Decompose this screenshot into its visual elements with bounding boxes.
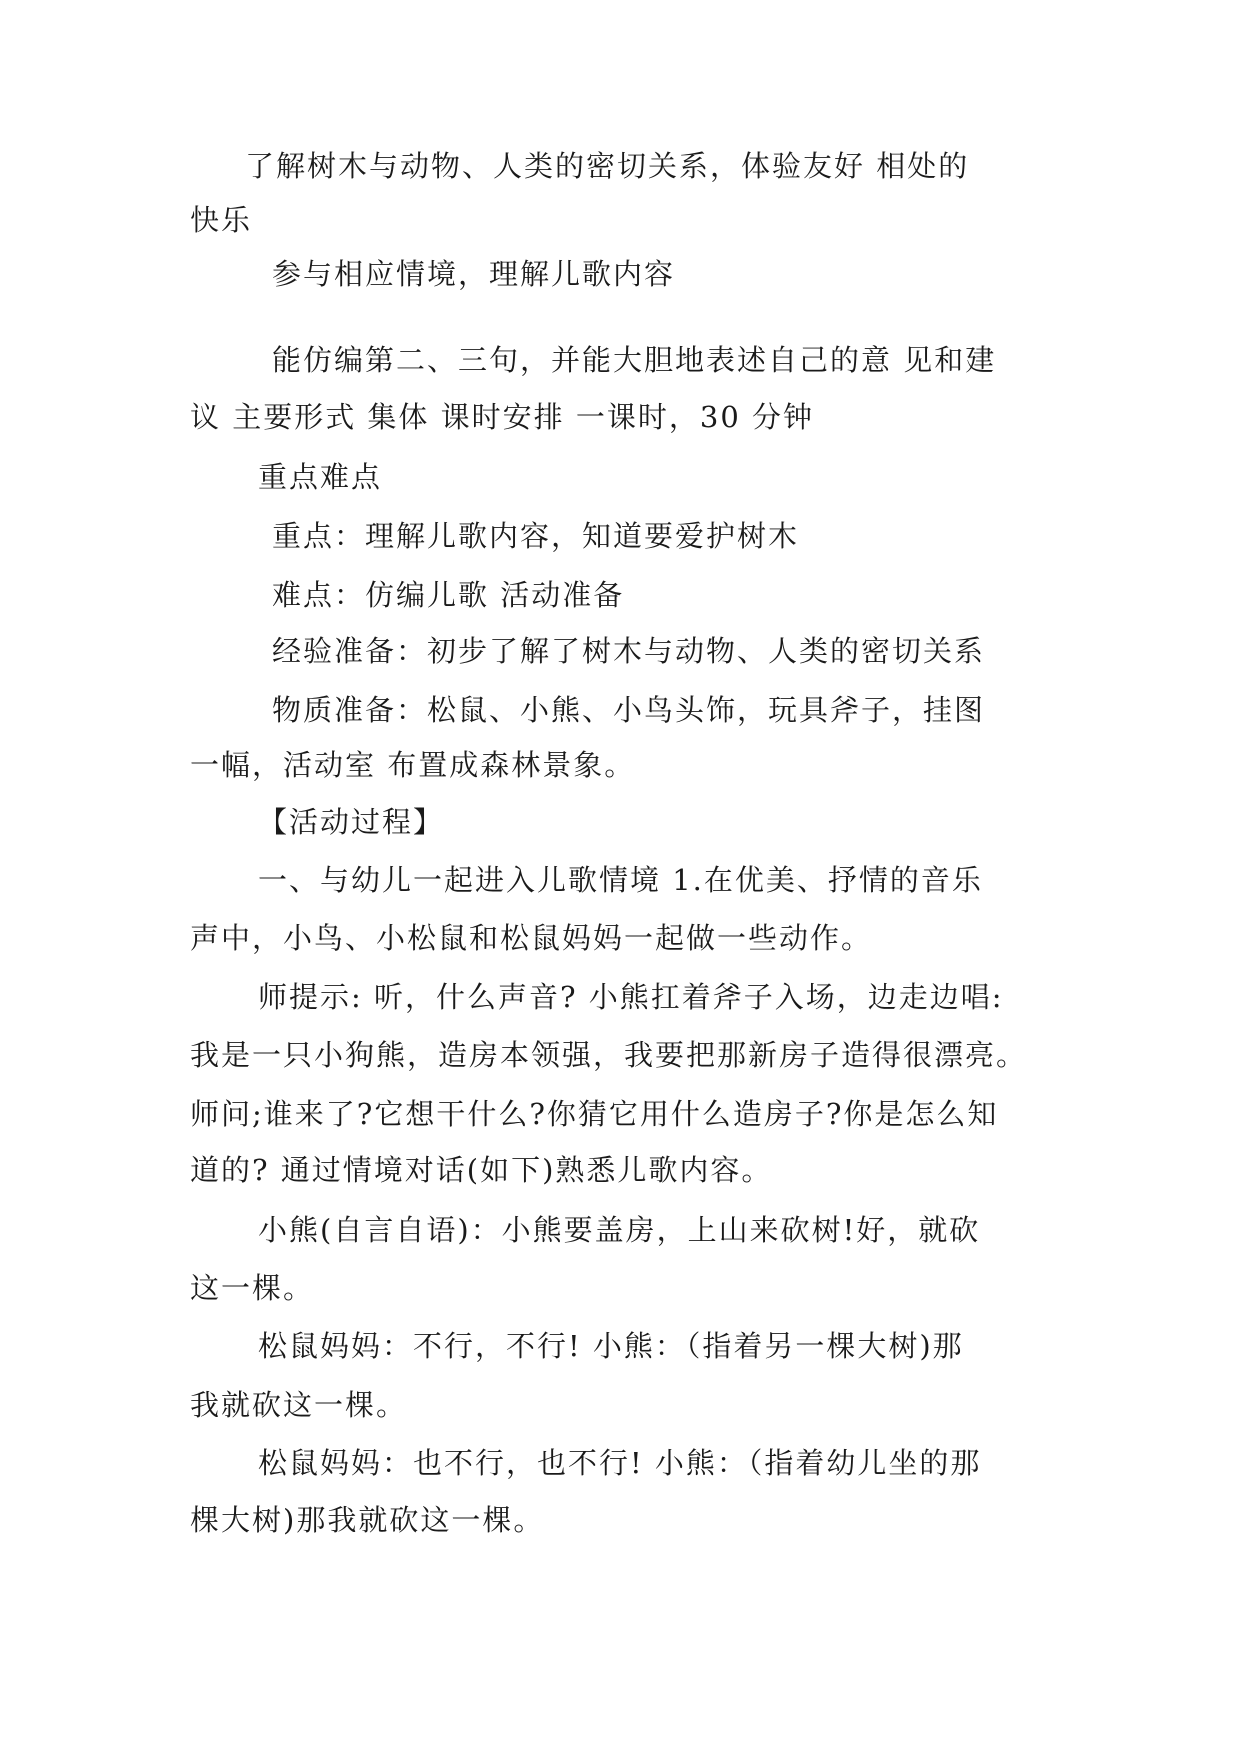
text-line: 经验准备：初步了解了树木与动物、人类的密切关系 — [272, 634, 986, 668]
text-line: 了解树木与动物、人类的密切关系，体验友好 相处的 — [245, 149, 970, 183]
text-line: 重点：理解儿歌内容，知道要爱护树木 — [272, 519, 800, 553]
text-line: 议 主要形式 集体 课时安排 一课时，30 分钟 — [190, 400, 814, 434]
text-line: 松鼠妈妈：也不行，也不行! 小熊：（指着幼儿坐的那 — [258, 1446, 982, 1480]
text-line: 道的? 通过情境对话(如下)熟悉儿歌内容。 — [190, 1153, 773, 1187]
text-line: 我就砍这一棵。 — [190, 1388, 408, 1422]
text-line: 声中，小鸟、小松鼠和松鼠妈妈一起做一些动作。 — [190, 921, 873, 955]
section-heading: 【活动过程】 — [258, 805, 445, 839]
text-line: 物质准备：松鼠、小熊、小鸟头饰，玩具斧子，挂图 — [272, 693, 986, 727]
text-line: 快乐 — [190, 203, 253, 237]
text-line: 小熊(自言自语)：小熊要盖房，上山来砍树!好，就砍 — [258, 1213, 981, 1247]
text-line: 难点：仿编儿歌 活动准备 — [272, 578, 625, 612]
text-line: 松鼠妈妈：不行，不行! 小熊：（指着另一棵大树)那 — [258, 1329, 964, 1363]
text-line: 棵大树)那我就砍这一棵。 — [190, 1503, 545, 1537]
text-line: 能仿编第二、三句，并能大胆地表述自己的意 见和建 — [272, 343, 997, 377]
text-line: 师提示: 听，什么声音? 小熊扛着斧子入场，边走边唱: — [258, 980, 1004, 1014]
section-heading: 重点难点 — [258, 460, 383, 494]
text-line: 这一棵。 — [190, 1271, 315, 1305]
text-line: 我是一只小狗熊，造房本领强，我要把那新房子造得很漂亮。 — [190, 1038, 1028, 1072]
text-line: 一幅，活动室 布置成森林景象。 — [190, 748, 636, 782]
text-line: 一、与幼儿一起进入儿歌情境 1.在优美、抒情的音乐 — [258, 863, 983, 897]
text-line: 师问;谁来了?它想干什么?你猜它用什么造房子?你是怎么知 — [190, 1097, 999, 1131]
text-line: 参与相应情境，理解儿歌内容 — [272, 257, 676, 291]
